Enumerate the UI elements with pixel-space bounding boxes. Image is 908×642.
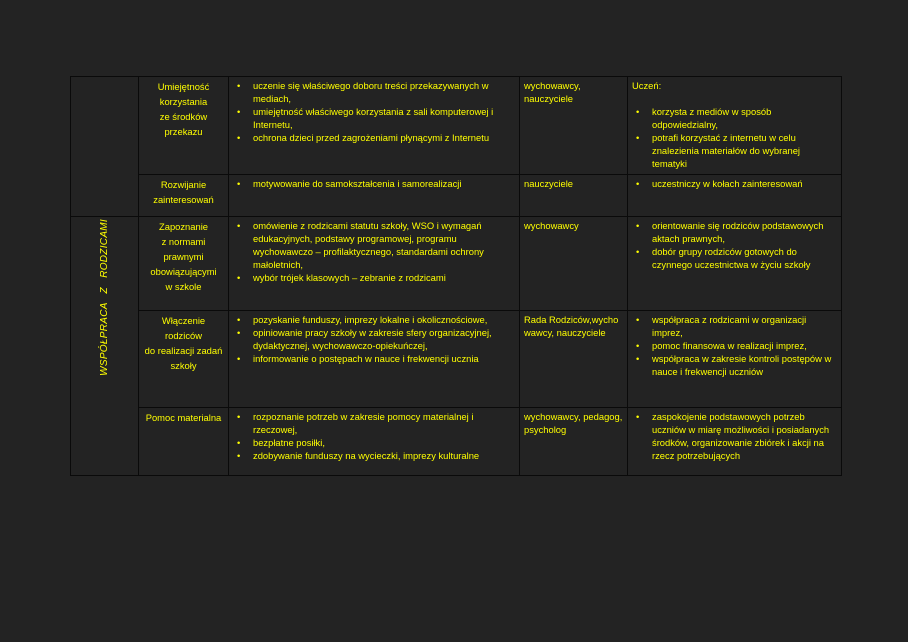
task-item: • uczenie się właściwego doboru treści przekazywanych w mediach, [233,79,515,105]
topic-line: prawnymi [163,251,204,262]
task-item: • omówienie z rodzicami statutu szkoły, WSO i wymagań edukacyjnych, podstawy programowej, programu wychowawczo – profilaktycznego, standardami ochrony małoletnich, [233,219,515,271]
responsible-cell: Rada Rodziców,wychowawcy, nauczyciele [520,311,628,408]
outcome-header: Uczeń: [632,80,662,91]
topic-line: Umiejętność [157,81,210,92]
task-item: • opiniowanie pracy szkoły w zakresie sfery organizacyjnej, dydaktycznej, wychowawczo-opiekuńczej, [233,326,515,352]
task-item: • pozyskanie funduszy, imprezy lokalne i okolicznościowe, [233,313,515,326]
topic-cell [139,175,229,217]
outcome-item: • dobór grupy rodziców gotowych do czynnego uczestnictwa w życiu szkoły [632,245,837,271]
outcomes-cell [628,175,842,217]
responsible-cell: nauczyciele [520,175,628,217]
task-item: • ochrona dzieci przed zagrożeniami płynącymi z Internetu [233,131,515,144]
outcome-item: • potrafi korzystać z internetu w celu znalezienia materiałów do wybranej tematyki [632,131,837,170]
section-label: WSPÓŁPRACA Z RODZICAMI [99,219,110,376]
outcomes-cell [628,77,842,175]
outcome-item: • uczestniczy w kołach zainteresowań [632,177,837,190]
section-cell-empty [71,77,139,217]
topic-line: Zapoznanie [159,221,208,232]
topic-cell [139,408,229,476]
topic-line: rodziców [165,330,202,341]
tasks-cell [229,311,520,408]
responsible-cell: wychowawcy [520,217,628,311]
task-item: • umiejętność właściwego korzystania z sali komputerowej i Internetu, [233,105,515,131]
outcomes-cell [628,311,842,408]
task-item: • informowanie o postępach w nauce i frekwencji ucznia [233,352,515,365]
topic-line: zainteresowań [153,194,214,205]
outcome-item: • orientowanie się rodziców podstawowych aktach prawnych, [632,219,837,245]
table-row [71,408,842,476]
table-row [71,175,842,217]
task-item: • wybór trójek klasowych – zebranie z rodzicami [233,271,515,284]
topic-line: w szkole [165,281,202,292]
section-cell [71,217,139,476]
topic-line: Rozwijanie [160,179,207,190]
table-row [71,217,842,311]
tasks-cell [229,175,520,217]
table-row [71,311,842,408]
tasks-cell [229,408,520,476]
outcome-item: • pomoc finansowa w realizacji imprez, [632,339,837,352]
plan-table [70,76,842,476]
responsible-cell: wychowawcy, nauczyciele [520,77,628,175]
outcome-item: • współpraca z rodzicami w organizacji imprez, [632,313,837,339]
topic-line: korzystania [159,96,208,107]
tasks-cell [229,77,520,175]
topic-line: obowiązującymi [150,266,217,277]
topic-line: ze środków [159,111,208,122]
topic-line: Włączenie [161,315,206,326]
outcome-item: • współpraca w zakresie kontroli postępów w nauce i frekwencji uczniów [632,352,837,378]
task-item: • motywowanie do samokształcenia i samorealizacji [233,177,515,190]
topic-cell [139,217,229,311]
task-item: • rozpoznanie potrzeb w zakresie pomocy materialnej i rzeczowej, [233,410,515,436]
topic-line: przekazu [164,126,203,137]
topic-line: do realizacji zadań [144,345,223,356]
outcome-item: • zaspokojenie podstawowych potrzeb uczniów w miarę możliwości i posiadanych środków, organizowanie zbiórek i akcji na rzecz potrzebujących [632,410,837,462]
table-row [71,77,842,175]
task-item: • zdobywanie funduszy na wycieczki, imprezy kulturalne [233,449,515,462]
topic-line: Pomoc materialna [145,412,222,423]
topic-cell [139,77,229,175]
responsible-cell: wychowawcy, pedagog, psycholog [520,408,628,476]
outcomes-cell [628,217,842,311]
task-item: • bezpłatne posiłki, [233,436,515,449]
tasks-cell [229,217,520,311]
outcomes-cell [628,408,842,476]
outcome-item: • korzysta z mediów w sposób odpowiedzialny, [632,105,837,131]
topic-cell [139,311,229,408]
topic-line: szkoły [170,360,197,371]
topic-line: z normami [161,236,206,247]
